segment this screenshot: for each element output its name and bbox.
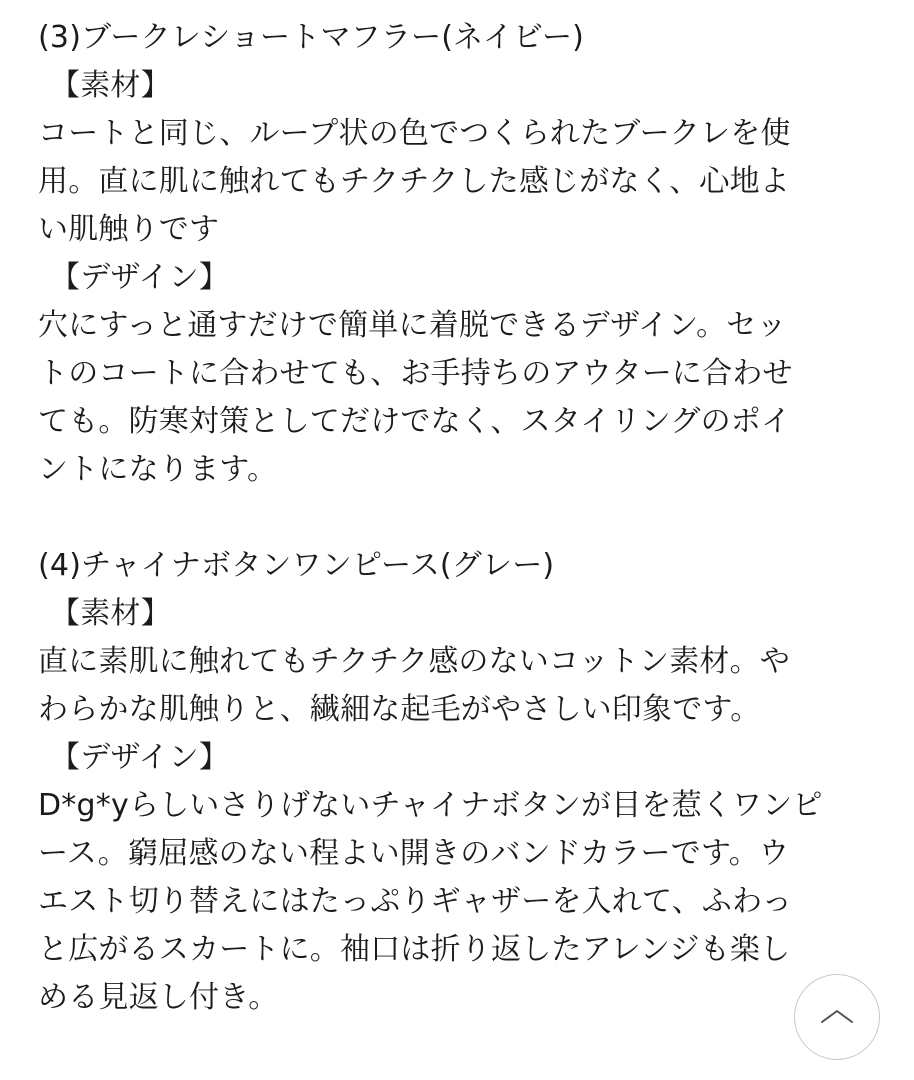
material-text-line: い肌触りです xyxy=(38,212,220,247)
design-label: 【デザイン】 xyxy=(50,260,230,295)
material-text-line: 用。直に肌に触れてもチクチクした感じがなく、心地よ xyxy=(38,164,790,199)
design-text-line: める見返し付き。 xyxy=(38,980,279,1015)
chevron-up-icon xyxy=(820,1006,854,1028)
scroll-to-top-button[interactable] xyxy=(794,974,880,1060)
section-heading: (3)ブークレショートマフラー(ネイビー) xyxy=(38,20,585,55)
design-text-line: ても。防寒対策としてだけでなく、スタイリングのポイ xyxy=(38,404,792,439)
material-text-line: 直に素肌に触れてもチクチク感のないコットン素材。や xyxy=(38,644,790,679)
material-text-line: わらかな肌触りと、繊細な起毛がやさしい印象です。 xyxy=(38,692,761,727)
design-text-line: エスト切り替えにはたっぷりギャザーを入れて、ふわっ xyxy=(38,884,793,919)
section-heading: (4)チャイナボタンワンピース(グレー) xyxy=(38,548,555,583)
design-text-line: 穴にすっと通すだけで簡単に着脱できるデザイン。セッ xyxy=(38,308,787,343)
design-text-line: トのコートに合わせても、お手持ちのアウターに合わせ xyxy=(38,356,793,391)
design-text-line: ース。窮屈感のない程よい開きのバンドカラーです。ウ xyxy=(38,836,790,871)
design-label: 【デザイン】 xyxy=(50,740,230,775)
material-label: 【素材】 xyxy=(50,68,171,103)
material-label: 【素材】 xyxy=(50,596,171,631)
product-section-3 xyxy=(38,14,874,494)
design-text-line: D*g*yらしいさりげないチャイナボタンが目を惹くワンピ xyxy=(38,788,823,823)
section-spacer xyxy=(38,494,874,542)
material-text-line: コートと同じ、ループ状の色でつくられたブークレを使 xyxy=(38,116,791,151)
product-section-4 xyxy=(38,542,874,1022)
design-text-line: と広がるスカートに。袖口は折り返したアレンジも楽し xyxy=(38,932,791,967)
design-text-line: ントになります。 xyxy=(38,452,278,487)
